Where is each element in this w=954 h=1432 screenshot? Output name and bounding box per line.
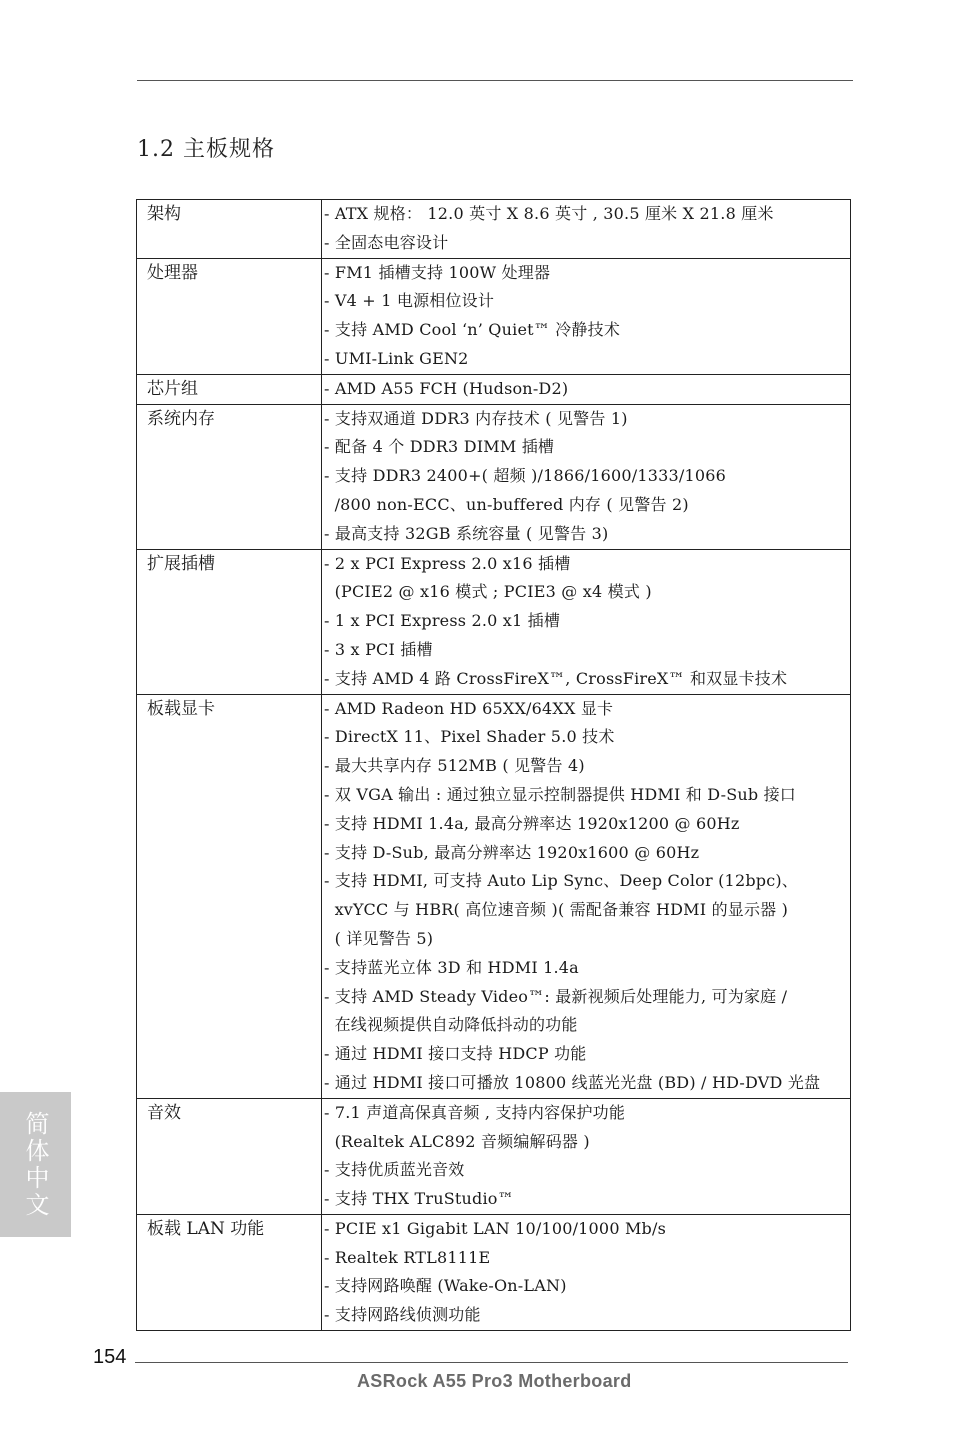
spec-line: - 最高支持 32GB 系统容量 ( 见警告 3) <box>324 523 609 543</box>
spec-label: 芯片组 <box>137 374 322 404</box>
spec-line: (PCIE2 @ x16 模式 ; PCIE3 @ x4 模式 ) <box>324 582 652 602</box>
spec-row <box>137 694 851 1098</box>
spec-line: - 7.1 声道高保真音频 , 支持内容保护功能 <box>324 1102 626 1122</box>
spec-label: 扩展插槽 <box>137 549 322 694</box>
spec-label: 处理器 <box>137 258 322 374</box>
spec-line: - 支持蓝光立体 3D 和 HDMI 1.4a <box>324 957 579 977</box>
spec-row <box>137 404 851 549</box>
spec-values <box>322 200 851 259</box>
spec-line: - 支持 AMD Cool ‘n’ Quiet™ 冷静技术 <box>324 320 621 340</box>
spec-table-body <box>137 200 851 1331</box>
spec-row <box>137 200 851 259</box>
page-number: 154 <box>93 1346 127 1368</box>
spec-line: 在线视频提供自动降低抖动的功能 <box>324 1015 578 1035</box>
footer-product-name: ASRock A55 Pro3 Motherboard <box>357 1371 632 1391</box>
spec-row <box>137 258 851 374</box>
spec-line: - 支持 HDMI, 可支持 Auto Lip Sync、Deep Color (12bpc)、 <box>324 871 799 891</box>
spec-row <box>137 1098 851 1214</box>
spec-row <box>137 374 851 404</box>
spec-line: - 支持 THX TruStudio™ <box>324 1189 514 1209</box>
spec-line: - 支持网路线侦测功能 <box>324 1305 481 1325</box>
spec-line: - 最大共享内存 512MB ( 见警告 4) <box>324 756 585 776</box>
spec-line: - 配备 4 个 DDR3 DIMM 插槽 <box>324 437 555 457</box>
spec-row <box>137 549 851 694</box>
spec-line: - 支持 D-Sub, 最高分辨率达 1920x1600 @ 60Hz <box>324 842 700 862</box>
spec-line: - 支持网路唤醒 (Wake-On-LAN) <box>324 1276 567 1296</box>
bottom-rule <box>135 1362 848 1363</box>
spec-values <box>322 404 851 549</box>
spec-line: - PCIE x1 Gigabit LAN 10/100/1000 Mb/s <box>324 1218 667 1238</box>
spec-line: - Realtek RTL8111E <box>324 1247 491 1267</box>
spec-line: - 支持 AMD 4 路 CrossFireX™, CrossFireX™ 和双显卡技术 <box>324 668 788 688</box>
spec-line: - 支持优质蓝光音效 <box>324 1160 465 1180</box>
spec-line: - ATX 规格： 12.0 英寸 X 8.6 英寸 , 30.5 厘米 X 21.8 厘米 <box>324 204 774 223</box>
spec-line: - UMI-Link GEN2 <box>324 348 469 368</box>
spec-line: - AMD Radeon HD 65XX/64XX 显卡 <box>324 698 614 718</box>
spec-line: - DirectX 11、Pixel Shader 5.0 技术 <box>324 727 615 747</box>
language-tab <box>0 1092 71 1237</box>
spec-values <box>322 374 851 404</box>
top-rule <box>137 80 853 81</box>
spec-line: (Realtek ALC892 音频编解码器 ) <box>324 1131 590 1151</box>
spec-line: - 1 x PCI Express 2.0 x1 插槽 <box>324 611 561 631</box>
spec-values <box>322 258 851 374</box>
spec-values <box>322 694 851 1098</box>
spec-label: 音效 <box>137 1098 322 1214</box>
spec-label: 系统内存 <box>137 404 322 549</box>
spec-row <box>137 1214 851 1330</box>
spec-line: - FM1 插槽支持 100W 处理器 <box>324 262 551 282</box>
spec-line: - 通过 HDMI 接口支持 HDCP 功能 <box>324 1044 587 1064</box>
spec-label: 板载 LAN 功能 <box>137 1214 322 1330</box>
spec-values <box>322 1214 851 1330</box>
spec-line: - 支持 HDMI 1.4a, 最高分辨率达 1920x1200 @ 60Hz <box>324 813 740 833</box>
spec-line: - V4 + 1 电源相位设计 <box>324 291 495 311</box>
spec-line: xvYCC 与 HBR( 高位速音频 )( 需配备兼容 HDMI 的显示器 ) <box>324 900 789 920</box>
language-tab-label: 简体中文 <box>21 1110 49 1219</box>
spec-line: - 支持 AMD Steady Video™: 最新视频后处理能力, 可为家庭 / <box>324 986 788 1006</box>
spec-line: - 双 VGA 输出 : 通过独立显示控制器提供 HDMI 和 D-Sub 接口 <box>324 784 796 804</box>
spec-line: - AMD A55 FCH (Hudson-D2) <box>324 378 569 398</box>
section-title: 1.2 主板规格 <box>137 137 275 162</box>
spec-line: - 支持双通道 DDR3 内存技术 ( 见警告 1) <box>324 408 628 428</box>
spec-line: ( 详见警告 5) <box>324 928 434 948</box>
spec-line: - 3 x PCI 插槽 <box>324 639 433 659</box>
spec-line: - 全固态电容设计 <box>324 232 449 252</box>
spec-line: - 2 x PCI Express 2.0 x16 插槽 <box>324 553 571 573</box>
spec-values <box>322 1098 851 1214</box>
spec-label: 板载显卡 <box>137 694 322 1098</box>
spec-line: - 支持 DDR3 2400+( 超频 )/1866/1600/1333/1066 <box>324 466 726 486</box>
spec-table <box>136 199 851 1331</box>
spec-line: /800 non-ECC、un-buffered 内存 ( 见警告 2) <box>324 494 689 514</box>
spec-values <box>322 549 851 694</box>
spec-line: - 通过 HDMI 接口可播放 10800 线蓝光光盘 (BD) / HD-DVD 光盘 <box>324 1072 821 1092</box>
spec-label: 架构 <box>137 200 322 259</box>
